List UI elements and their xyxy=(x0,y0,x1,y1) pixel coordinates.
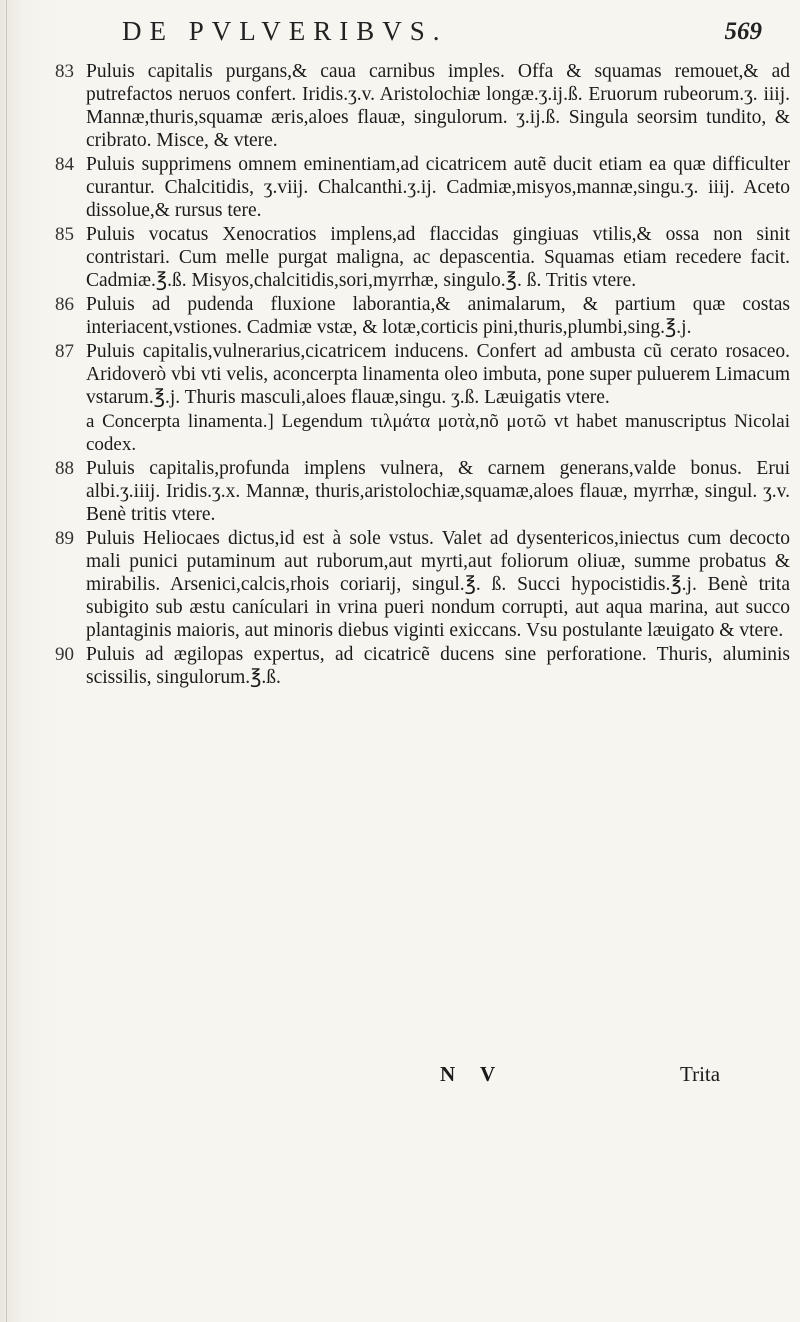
entry-number: 90 xyxy=(55,644,74,665)
recipe-entry-87 xyxy=(30,340,790,409)
entry-number: 85 xyxy=(55,224,74,245)
recipe-entry-83 xyxy=(30,60,790,152)
recipe-entry-86 xyxy=(30,293,790,339)
entry-text: Puluis ad pudenda fluxione laborantia,& animalarum, & partium quæ costas interiacent,vstiones. Cadmiæ vstæ, & lotæ,corticis pini,thuris,plumbi,sing.℥.j. xyxy=(86,294,790,338)
entry-number: 86 xyxy=(55,294,74,315)
entry-text: Puluis vocatus Xenocratios implens,ad flaccidas gingiuas vtilis,& ossa non sinit contristari. Cum melle purgat maligna, ac depascentia. Squamas etiam recedere facit. Cadmiæ.℥.ß. Misyos,chalcitidis,sori,myrrhæ, singulo.℥. ß. Tritis vtere. xyxy=(86,224,790,291)
entry-number: 83 xyxy=(55,61,74,82)
footnote xyxy=(30,410,790,456)
entry-text: Puluis capitalis,profunda implens vulnera, & carnem generans,valde bonus. Erui albi.ʒ.iiij. Iridis.ʒ.x. Mannæ, thuris,aristolochiæ,squamæ,aloes flauæ, myrrhæ, singul. ʒ.v. Benè tritis vtere. xyxy=(86,458,790,525)
entry-number: 84 xyxy=(55,154,74,175)
recipe-entry-84 xyxy=(30,153,790,222)
entry-number: 87 xyxy=(55,341,74,362)
page-number: 569 xyxy=(724,18,762,45)
recipe-entry-85 xyxy=(30,223,790,292)
entry-text: Puluis Heliocaes dictus,id est à sole vstus. Valet ad dysentericos,iniectus cum decocto mali punici putaminum aut ruborum,aut myrti,aut foliorum oliuæ, summe probatus & mirabilis. Arsenici,calcis,rhois coriarij, singul.℥. ß. Succi hypocistidis.℥.j. Benè trita subigito sub æstu canículari in vrina pueri nondum corrupti, aut aqua marina, aut succo plantaginis maioris, aut minoris diebus viginti exiccans. Vsu postulante læuigato & vtere. xyxy=(86,528,790,641)
recipe-entry-90 xyxy=(30,643,790,689)
page-footer xyxy=(0,1062,800,1092)
catchword: Trita xyxy=(680,1062,721,1086)
page-header xyxy=(60,16,780,56)
entry-number: 88 xyxy=(55,458,74,479)
footnote-text: Concerpta linamenta.] Legendum τιλμάτα μοτὰ,nõ μοτῶ vt habet manuscriptus Nicolai codex. xyxy=(86,411,791,455)
binding-edge xyxy=(6,0,7,1322)
entry-text: Puluis supprimens omnem eminentiam,ad cicatricem autẽ ducit etiam ea quæ difficulter curantur. Chalcitidis, ʒ.viij. Chalcanthi.ʒ.ij. Cadmiæ,misyos,mannæ,singu.ʒ. iiij. Aceto dissolue,& rursus tere. xyxy=(86,154,790,221)
entry-number: 89 xyxy=(55,528,74,549)
recipe-entry-89 xyxy=(30,527,790,642)
entry-text: Puluis capitalis purgans,& caua carnibus imples. Offa & squamas remouet,& ad putrefactos neruos confert. Iridis.ʒ.v. Aristolochiæ longæ.ʒ.ij.ß. Eruorum rubeorum.ʒ. iiij. Mannæ,thuris,squamæ æris,aloes flauæ, singulorum. ʒ.ij.ß. Singula seorsim tundito, & cribrato. Misce, & vtere. xyxy=(86,61,790,151)
entry-text: Puluis capitalis,vulnerarius,cicatricem inducens. Confert ad ambusta cũ cerato rosaceo. Aridoverò vbi vti velis, aconcerpta linamenta oleo imbuta, pone super puluerem Limacum vstarum.℥.j. Thuris masculi,aloes flauæ,singu. ʒ.ß. Læuigatis vtere. xyxy=(86,341,790,408)
page-body xyxy=(30,60,790,689)
signature-mark: N V xyxy=(440,1062,506,1086)
footnote-marker: a xyxy=(86,411,95,432)
entry-text: Puluis ad ægilopas expertus, ad cicatricẽ ducens sine perforatione. Thuris, aluminis scissilis, singulorum.℥.ß. xyxy=(86,644,790,688)
recipe-entry-88 xyxy=(30,457,790,526)
running-title: DE PVLVERIBVS. xyxy=(122,16,448,46)
